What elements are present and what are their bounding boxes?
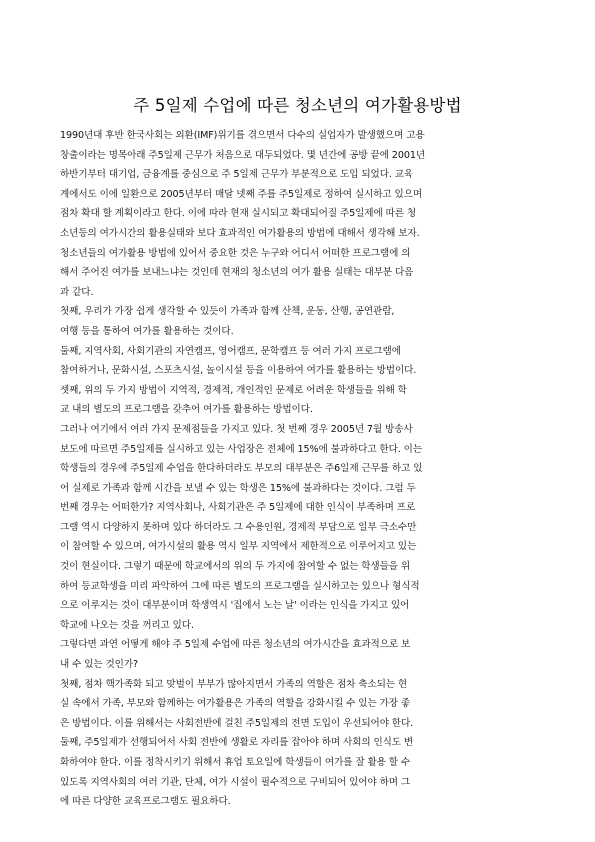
text-line: 에 따른 다양한 교육프로그램도 필요하다.: [60, 796, 231, 808]
text-line: 학교에 나오는 것을 꺼리고 있다.: [60, 619, 194, 631]
text-line: 과 같다.: [60, 286, 94, 298]
text-line: 이 참여할 수 있으며, 여가시설의 활용 역시 일부 지역에서 제한적으로 이루어지고 있는: [60, 541, 417, 553]
text-line: 그러나 여기에서 여러 가지 문제점들을 가지고 있다. 첫 번째 경우 2005년 7월 방송사: [60, 423, 413, 435]
text-line: 은 방법이다. 이를 위해서는 사회전반에 걸친 주5일제의 전면 도입이 우선되어야 한다.: [60, 717, 414, 729]
text-line: 계에서도 이에 일환으로 2005년부터 매달 넷째 주를 주5일제로 정하여 실시하고 있으며: [60, 188, 423, 200]
text-line: 청소년들의 여가활용 방법에 있어서 중요한 것은 누구와 어디서 어떠한 프로그램에 의: [60, 247, 411, 259]
text-line: 점차 확대 할 계획이라고 한다. 이에 따라 현재 실시되고 확대되어질 주5일제에 따른 청: [60, 208, 417, 220]
text-line: 하여 등교학생을 미리 파악하여 그에 따른 별도의 프로그램을 실시하고는 있으나 형식적: [60, 580, 420, 592]
text-line: 둘째, 주5일제가 선행되어서 사회 전반에 생활로 자리를 잡아야 하며 사회의 인식도 변: [60, 737, 414, 749]
text-line: 소년등의 여가시간의 활용실태와 보다 효과적인 여가활용의 방법에 대해서 생각해 보자.: [60, 227, 420, 239]
text-line: 화하여야 한다. 이를 정착시키기 위해서 휴업 토요일에 학생들이 여가를 잘 활용 할 수: [60, 757, 411, 768]
text-line: 1990년대 후반 한국사회는 외환(IMF)위기를 겪으면서 다수의 실업자가 발생했으며 고용: [60, 130, 425, 141]
text-line: 그램 역시 다양하지 못하며 있다 하더라도 그 수용인원, 경제적 부담으로 일부 극소수만: [60, 521, 417, 533]
text-line: 첫째, 점차 핵가족화 되고 맞벌이 부부가 많아지면서 가족의 역할은 점차 축소되는 현: [60, 678, 408, 690]
text-line: 해서 주어진 여가를 보내느냐는 것인데 현재의 청소년의 여가 활용 실태는 대부분 다음: [60, 267, 414, 279]
text-line: 첫째, 우리가 가장 쉽게 생각할 수 있듯이 가족과 함께 산책, 운동, 산행, 공연관람,: [60, 306, 395, 318]
text-line: 것이 현실이다. 그렇기 때문에 학교에서의 위의 두 가지에 참여할 수 없는 학생들을 위: [60, 561, 411, 573]
text-line: 번째 경우는 어떠한가? 지역사회나, 사회기관은 주 5일제에 대한 인식이 부족하며 프로: [60, 502, 416, 514]
text-line: 여행 등을 통하여 여가를 활용하는 것이다.: [60, 325, 234, 337]
text-line: 교 내의 별도의 프로그램을 갖추어 여가를 활용하는 방법이다.: [60, 404, 313, 416]
text-line: 셋째, 위의 두 가지 방법이 지역적, 경제적, 개인적인 문제로 어려운 학생들을 위해 학: [60, 384, 407, 396]
text-line: 실 속에서 가족, 부모와 함께하는 여가활용은 가족의 역할을 강화시킬 수 있는 가장 좋: [60, 698, 411, 710]
text-line: 내 수 있는 것인가?: [60, 659, 139, 671]
text-line: 있도록 지역사회의 여러 기관, 단체, 여가 시설이 필수적으로 구비되어 있어야 하며 그: [60, 776, 411, 788]
text-line: 참여하거나, 문화시설, 스포츠시설, 놀이시설 등을 이용하여 여가를 활용하는 방법이다.: [60, 365, 417, 377]
text-line: 둘째, 지역사회, 사회기관의 자연캠프, 영어캠프, 문학캠프 등 여러 가지 프로그램에: [60, 345, 401, 357]
text-line: 어 실제로 가족과 함께 시간을 보낼 수 있는 학생은 15%에 불과하다는 것이다. 그럼 두: [60, 482, 416, 494]
document-body: [60, 126, 543, 812]
text-line: 하반기부터 대기업, 금융계를 중심으로 주 5일제 근무가 부분적으로 도입 되었다. 교육: [60, 169, 414, 181]
text-line: 그렇다면 과연 어떻게 해야 주 5일제 수업에 따른 청소년의 여가시간을 효과적으로 보: [60, 639, 411, 651]
text-line: 학생들의 경우에 주5일제 수업을 한다하더라도 부모의 대부분은 주6일제 근무를 하고 있: [60, 463, 423, 475]
text-line: 창출이라는 명목아래 주5일제 근무가 처음으로 대두되었다. 몇 년간에 공방 끝에 2001년: [60, 149, 425, 161]
document-title: 주 5일제 수업에 따른 청소년의 여가활용방법: [133, 96, 462, 115]
text-line: 으로 이루지는 것이 대부분이며 학생역시 '집에서 노는 날' 이라는 인식을 가지고 있어: [60, 600, 410, 612]
text-line: 보도에 따르면 주5일제를 실시하고 있는 사업장은 전체에 15%에 불과하다고 한다. 이는: [60, 443, 423, 455]
